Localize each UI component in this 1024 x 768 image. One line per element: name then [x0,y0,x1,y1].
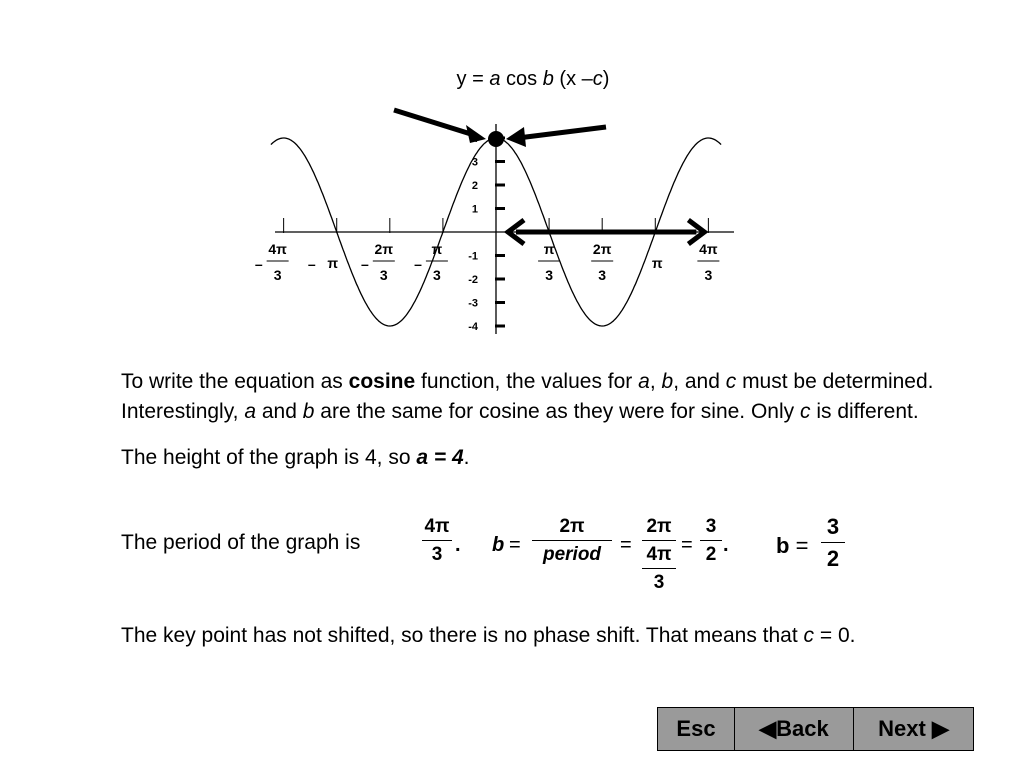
y-tick-label: 3 [471,156,478,169]
two-pi-over-period: 2π period [532,516,612,566]
x-tick-numerator: π [543,241,555,257]
y-tick-label: -3 [468,297,478,310]
title-c: c [592,68,603,90]
y-tick-label: 2 [471,180,478,192]
fraction-dot: . [723,534,729,556]
x-tick-minus-sign: – [361,256,369,272]
x-ticks [255,218,720,283]
equals-1: = [509,534,521,556]
title-a: a [489,68,501,90]
next-button[interactable]: Next ▶ [854,708,973,750]
cosine-graph [0,0,1024,360]
navigation-bar [657,707,974,751]
back-button[interactable]: ◀Back [735,708,854,750]
title-cos: cos [506,68,538,90]
intro-paragraph: To write the equation as cosine function, the values for a, b, and c must be determined. Interestingly, a and b are the same for cosine as they were for sine. Only c is different. [121,370,934,423]
period-paragraph: The period of the graph is [121,531,361,554]
x-tick-label: π [651,255,663,271]
x-tick-denominator: 3 [545,267,553,283]
phase-shift-paragraph: The key point has not shifted, so there is no phase shift. That means that c = 0. [121,624,856,647]
x-tick-numerator: 4π [699,241,718,257]
x-tick-denominator: 3 [704,267,713,283]
height-paragraph: The height of the graph is 4, so a = 4. [121,446,470,469]
y-tick-label: -4 [468,321,478,333]
two-pi-over-four-pi-third: 2π 4π 3 [642,516,676,594]
y-ticks [468,133,505,333]
y-tick-label: -2 [468,274,478,286]
x-tick-denominator: 3 [273,267,282,283]
left-pointer-arrow-shaft [394,110,474,135]
y-tick-label: 1 [471,203,478,216]
x-tick-minus-sign: – [414,256,422,272]
title-y-eq: y = [456,68,484,90]
esc-button[interactable]: Esc [658,708,735,750]
result-equation: b = [776,533,809,558]
x-tick-numerator: π [431,241,443,257]
b-label: b [492,534,505,556]
x-tick-numerator: 2π [592,241,612,257]
key-point-dot [488,131,504,147]
x-tick-denominator: 3 [433,267,441,283]
x-tick-minus-sign: – [307,256,316,272]
right-pointer-arrow-shaft [518,127,606,138]
x-tick-denominator: 3 [379,267,388,283]
title-open: (x – [559,68,593,90]
three-halves-fraction: $\frac{3}{2}$ [700,516,722,566]
x-tick-numerator: 4π [268,241,287,257]
title-close: ) [602,68,610,90]
period-dot: . [455,534,461,556]
equals-2: = [620,534,632,556]
period-fraction: $\frac{4\pi}{3}$ [422,516,452,566]
equals-3: = [681,534,693,556]
x-tick-denominator: 3 [598,267,607,283]
result-fraction: $\frac{3}{2}$ [821,514,845,572]
y-tick-label: -1 [468,250,478,263]
left-pointer-arrowhead [466,125,486,143]
x-tick-label: π [327,255,339,271]
x-tick-minus-sign: – [254,256,263,272]
title-b: b [542,68,554,90]
x-tick-numerator: 2π [374,241,394,257]
